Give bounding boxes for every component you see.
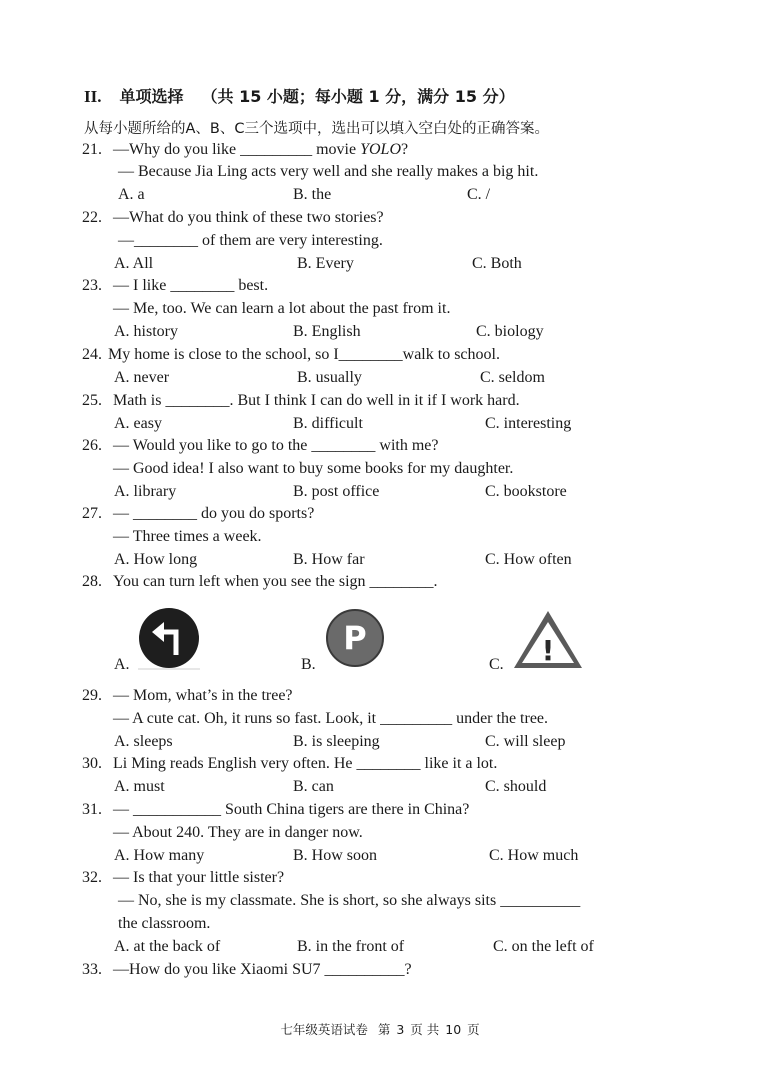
- question-number: 27.: [82, 505, 102, 522]
- question-stem: You can turn left when you see the sign ________.: [113, 573, 438, 590]
- question-stem: —Why do you like _________ movie YOLO?: [113, 141, 409, 158]
- section-instruction: 从每小题所给的A、B、C三个选项中，选出可以填入空白处的正确答案。: [84, 121, 549, 137]
- turn-left-sign-icon[interactable]: [136, 607, 202, 671]
- question-stem: Math is ________. But I think I can do well in it if I work hard.: [113, 392, 520, 409]
- option-a[interactable]: A. library: [114, 483, 177, 500]
- question-number: 25.: [82, 392, 102, 409]
- question-line: — No, she is my classmate. She is short, so she always sits __________: [118, 892, 581, 909]
- question-stem: —How do you like Xiaomi SU7 __________?: [113, 961, 412, 978]
- section-title: 单项选择: [119, 87, 184, 106]
- paper-title: 七年级英语试卷: [280, 1022, 368, 1037]
- question-line: — A cute cat. Oh, it runs so fast. Look, it _________ under the tree.: [113, 710, 549, 727]
- option-b[interactable]: B. post office: [293, 483, 380, 500]
- option-a[interactable]: A. must: [114, 778, 165, 795]
- option-b[interactable]: B. Every: [297, 255, 354, 272]
- question-line: — Me, too. We can learn a lot about the past from it.: [113, 300, 451, 317]
- parking-letter: P: [343, 619, 367, 657]
- option-a[interactable]: A. How long: [114, 551, 198, 568]
- option-a[interactable]: A. at the back of: [114, 938, 221, 955]
- option-c[interactable]: C. How much: [489, 847, 579, 864]
- option-c[interactable]: C.: [489, 656, 504, 673]
- question-line: — About 240. They are in danger now.: [113, 824, 363, 841]
- question-stem: — Is that your little sister?: [113, 869, 285, 886]
- option-c[interactable]: C. seldom: [480, 369, 545, 386]
- question-number: 22.: [82, 209, 102, 226]
- question-line: — Because Jia Ling acts very well and she really makes a big hit.: [118, 163, 539, 180]
- option-b[interactable]: B. in the front of: [297, 938, 405, 955]
- option-c[interactable]: C. interesting: [485, 415, 572, 432]
- question-number: 33.: [82, 961, 102, 978]
- question-number: 24.: [82, 346, 102, 363]
- option-b[interactable]: B. How soon: [293, 847, 378, 864]
- question-stem: Li Ming reads English very often. He ________ like it a lot.: [113, 755, 498, 772]
- option-a[interactable]: A. easy: [114, 415, 162, 432]
- parking-sign-icon[interactable]: [326, 607, 384, 669]
- option-b[interactable]: B. How far: [293, 551, 365, 568]
- option-b[interactable]: B. can: [293, 778, 334, 795]
- option-c[interactable]: C. should: [485, 778, 547, 795]
- question-stem: My home is close to the school, so I________walk to school.: [108, 346, 500, 363]
- question-number: 28.: [82, 573, 102, 590]
- question-line: the classroom.: [118, 915, 211, 932]
- section-note: （共 15 小题；每小题 1 分，满分 15 分）: [201, 87, 515, 106]
- page-mid: 页 共: [410, 1022, 440, 1037]
- question-number: 29.: [82, 687, 102, 704]
- question-stem: — I like ________ best.: [113, 277, 269, 294]
- option-c[interactable]: C. on the left of: [493, 938, 594, 955]
- option-c[interactable]: C. biology: [476, 323, 544, 340]
- question-number: 30.: [82, 755, 102, 772]
- question-stem: —What do you think of these two stories?: [113, 209, 384, 226]
- option-b[interactable]: B. usually: [297, 369, 362, 386]
- question-stem: — ___________ South China tigers are there in China?: [113, 801, 470, 818]
- question-line: — Good idea! I also want to buy some books for my daughter.: [113, 460, 514, 477]
- option-b[interactable]: B. English: [293, 323, 361, 340]
- option-c[interactable]: C. Both: [472, 255, 522, 272]
- option-a[interactable]: A.: [114, 656, 130, 673]
- question-number: 26.: [82, 437, 102, 454]
- page-current: 3: [396, 1022, 405, 1037]
- question-stem: — ________ do you do sports?: [113, 505, 315, 522]
- option-a[interactable]: A. sleeps: [114, 733, 173, 750]
- option-a[interactable]: A. never: [114, 369, 170, 386]
- question-stem: — Would you like to go to the ________ with me?: [113, 437, 439, 454]
- question-number: 23.: [82, 277, 102, 294]
- option-b[interactable]: B. the: [293, 186, 332, 203]
- option-a[interactable]: A. history: [114, 323, 178, 340]
- question-number: 32.: [82, 869, 102, 886]
- question-line: — Three times a week.: [113, 528, 262, 545]
- option-a[interactable]: A. How many: [114, 847, 205, 864]
- option-b[interactable]: B.: [301, 656, 316, 673]
- warning-triangle-sign-icon[interactable]: [512, 608, 584, 670]
- option-a[interactable]: A. All: [114, 255, 154, 272]
- page-total: 10: [445, 1022, 462, 1037]
- question-stem: — Mom, what’s in the tree?: [113, 687, 293, 704]
- warning-mark: !: [541, 634, 555, 667]
- question-number: 31.: [82, 801, 102, 818]
- option-c[interactable]: C. bookstore: [485, 483, 567, 500]
- question-number: 21.: [82, 141, 102, 158]
- question-line: —________ of them are very interesting.: [118, 232, 383, 249]
- option-b[interactable]: B. difficult: [293, 415, 363, 432]
- page-prefix: 第: [377, 1022, 391, 1037]
- option-c[interactable]: C. will sleep: [485, 733, 566, 750]
- page-suffix: 页: [467, 1022, 480, 1037]
- option-c[interactable]: C. /: [467, 186, 491, 203]
- section-heading: [84, 84, 515, 107]
- option-b[interactable]: B. is sleeping: [293, 733, 380, 750]
- option-c[interactable]: C. How often: [485, 551, 572, 568]
- page-footer: [0, 1020, 760, 1038]
- section-number: II.: [84, 87, 102, 106]
- option-a[interactable]: A. a: [118, 186, 145, 203]
